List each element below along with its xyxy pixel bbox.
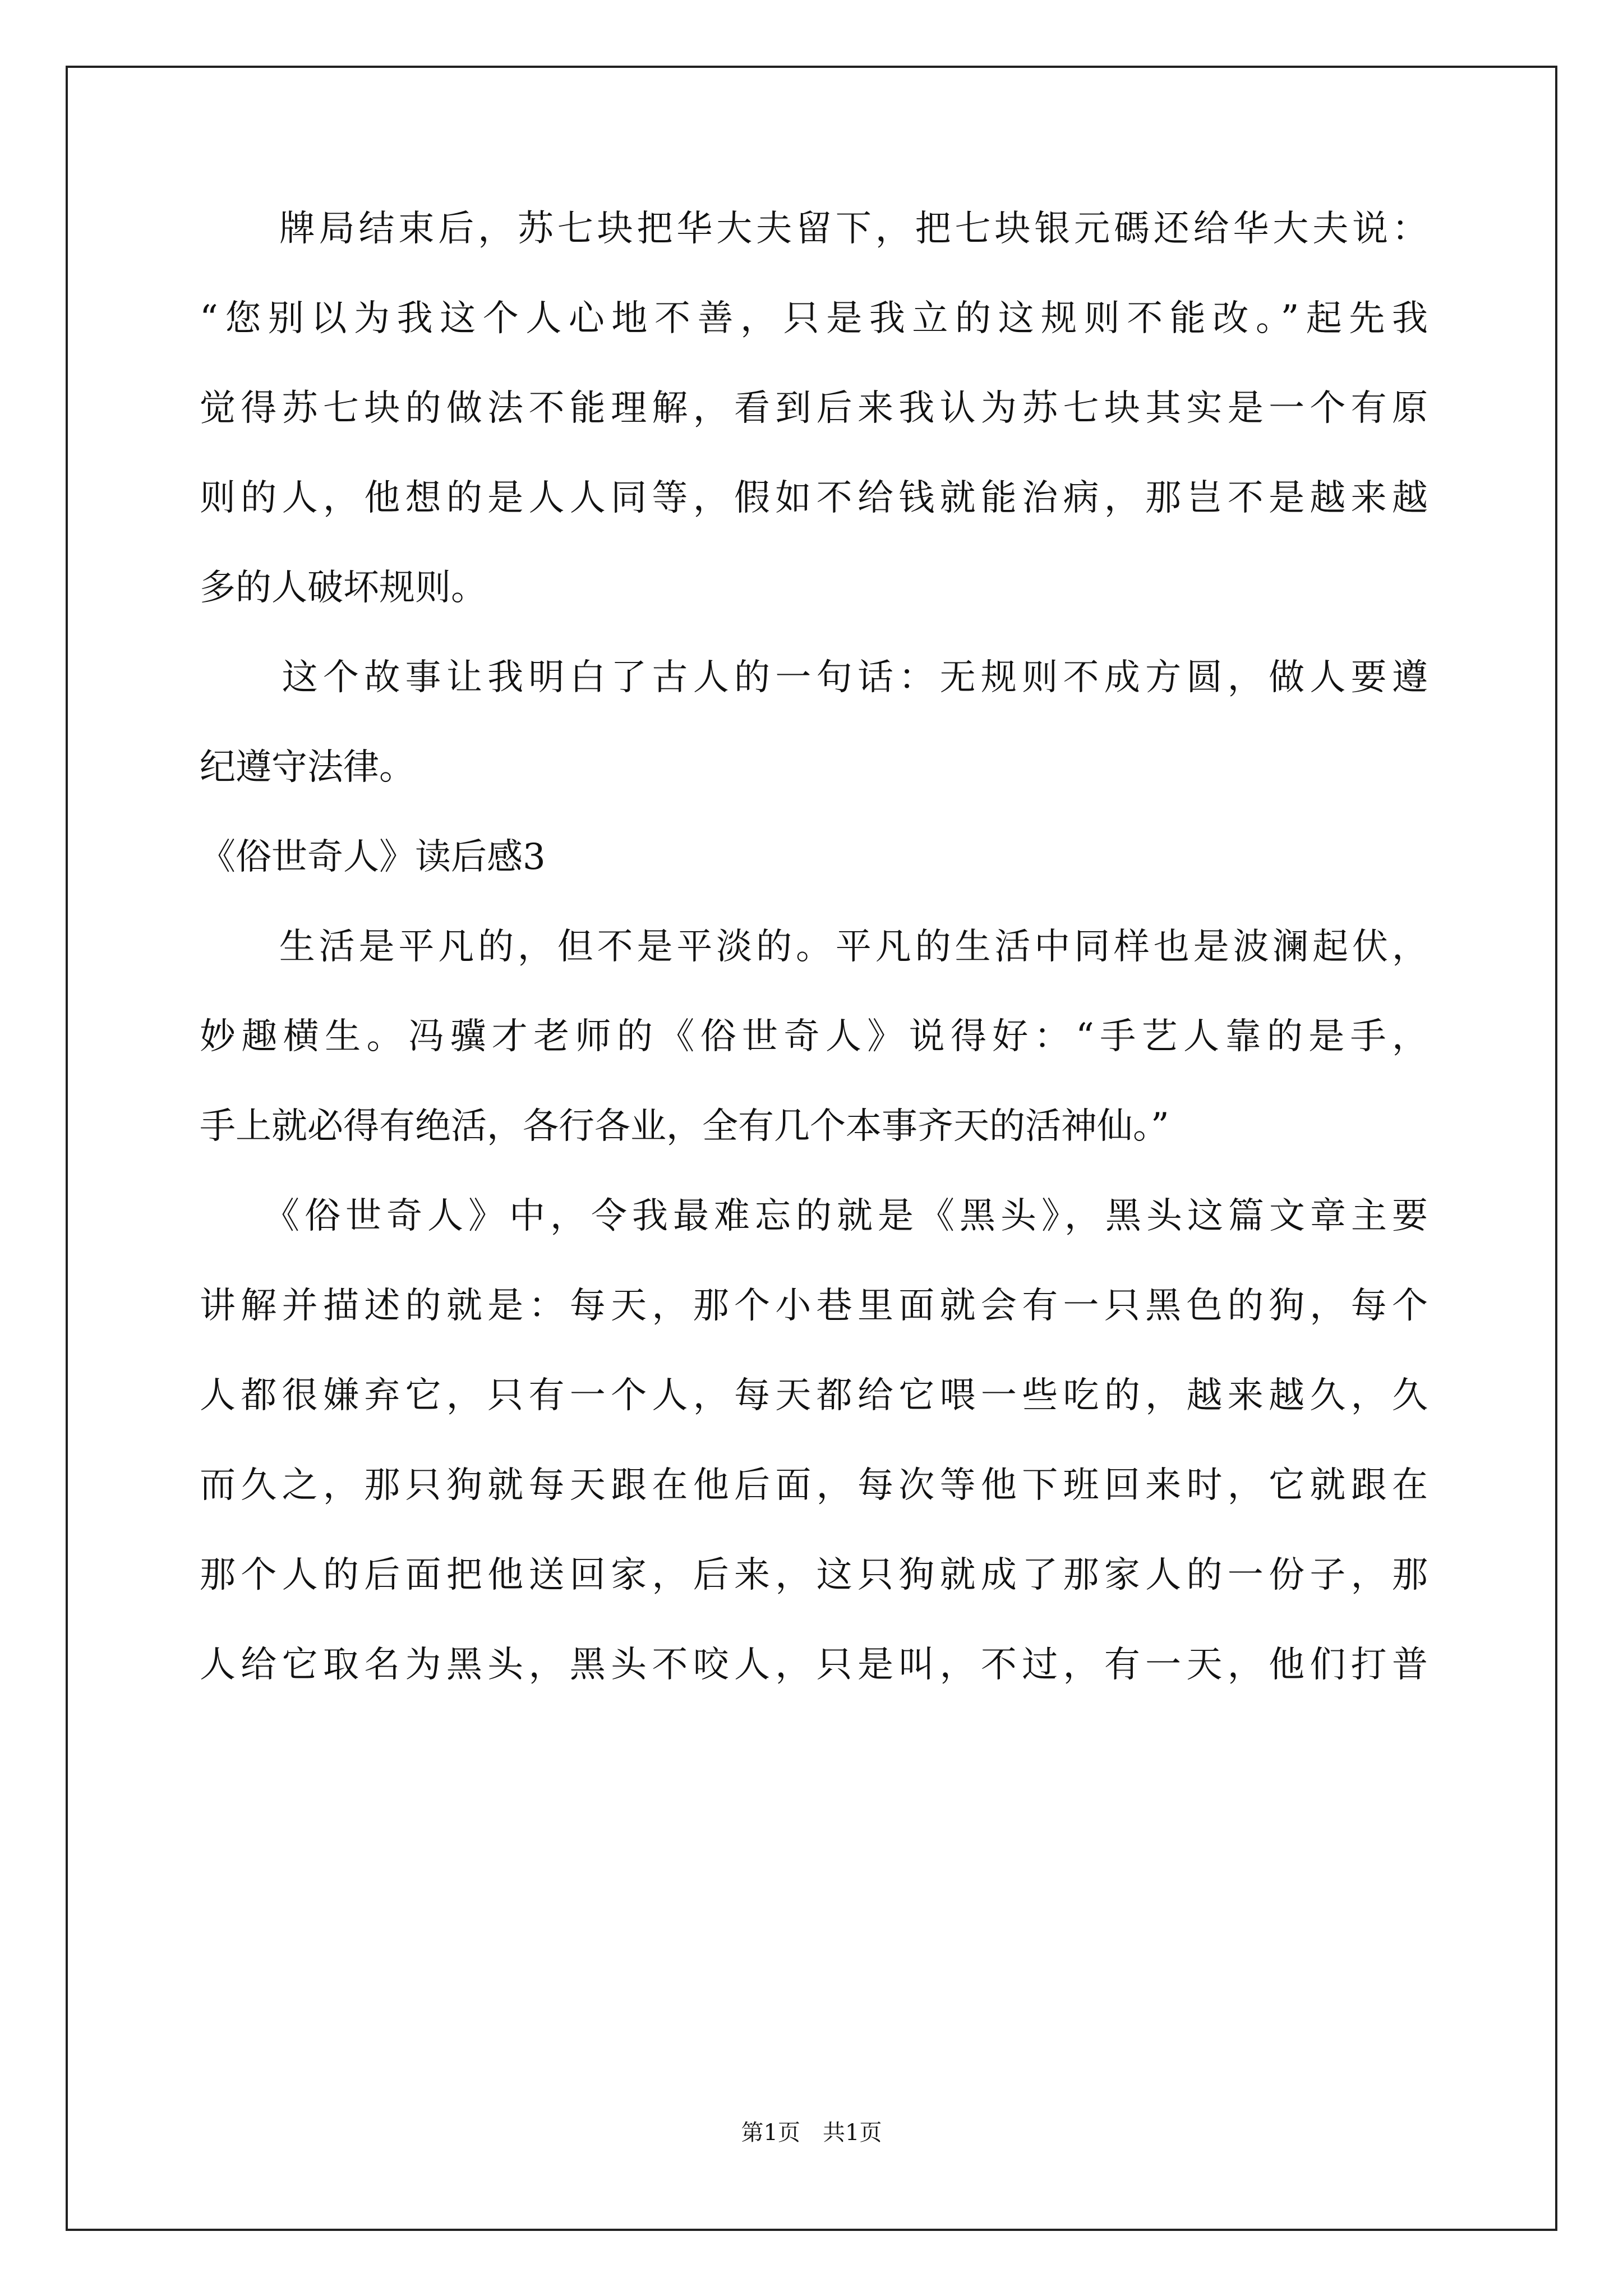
paragraph-line: 那个人的后面把他送回家，后来，这只狗就成了那家人的一份子，那 (200, 1554, 1428, 1596)
paragraph-line: “您别以为我这个人心地不善，只是我立的这规则不能改。”起先我 (200, 298, 1428, 339)
paragraph-line: 人给它取名为黑头，黑头不咬人，只是叫，不过，有一天，他们打普 (200, 1644, 1428, 1686)
paragraph-line: 觉得苏七块的做法不能理解，看到后来我认为苏七块其实是一个有原 (200, 388, 1428, 429)
document-body (200, 208, 1428, 1686)
paragraph-line: 纪遵守法律。 (200, 747, 415, 788)
section-heading: 《俗世奇人》读后感3 (200, 836, 546, 878)
paragraph-line: 多的人破坏规则。 (200, 567, 487, 609)
page-total: 共1页 (823, 2120, 882, 2146)
paragraph-line: 讲解并描述的就是：每天，那个小巷里面就会有一只黑色的狗，每个 (200, 1285, 1428, 1327)
paragraph-line: 妙趣横生。冯骥才老师的《俗世奇人》说得好：“手艺人靠的是手， (200, 1016, 1428, 1057)
page-footer (0, 2120, 1623, 2145)
paragraph-line: 则的人，他想的是人人同等，假如不给钱就能治病，那岂不是越来越 (200, 477, 1428, 519)
paragraph-line: 手上就必得有绝活，各行各业，全有几个本事齐天的活神仙。” (200, 1106, 1169, 1147)
page-number: 第1页 (741, 2120, 800, 2146)
paragraph-line: 这个故事让我明白了古人的一句话：无规则不成方圆，做人要遵 (200, 657, 1428, 698)
paragraph-line: 而久之，那只狗就每天跟在他后面，每次等他下班回来时，它就跟在 (200, 1465, 1428, 1506)
paragraph-line: 《俗世奇人》中，令我最难忘的就是《黑头》，黑头这篇文章主要 (200, 1195, 1428, 1237)
paragraph-line: 牌局结束后，苏七块把华大夫留下，把七块银元碼还给华大夫说： (200, 208, 1428, 250)
paragraph-line: 人都很嫌弃它，只有一个人，每天都给它喂一些吃的，越来越久，久 (200, 1375, 1428, 1416)
paragraph-line: 生活是平凡的，但不是平淡的。平凡的生活中同样也是波澜起伏， (200, 926, 1428, 968)
